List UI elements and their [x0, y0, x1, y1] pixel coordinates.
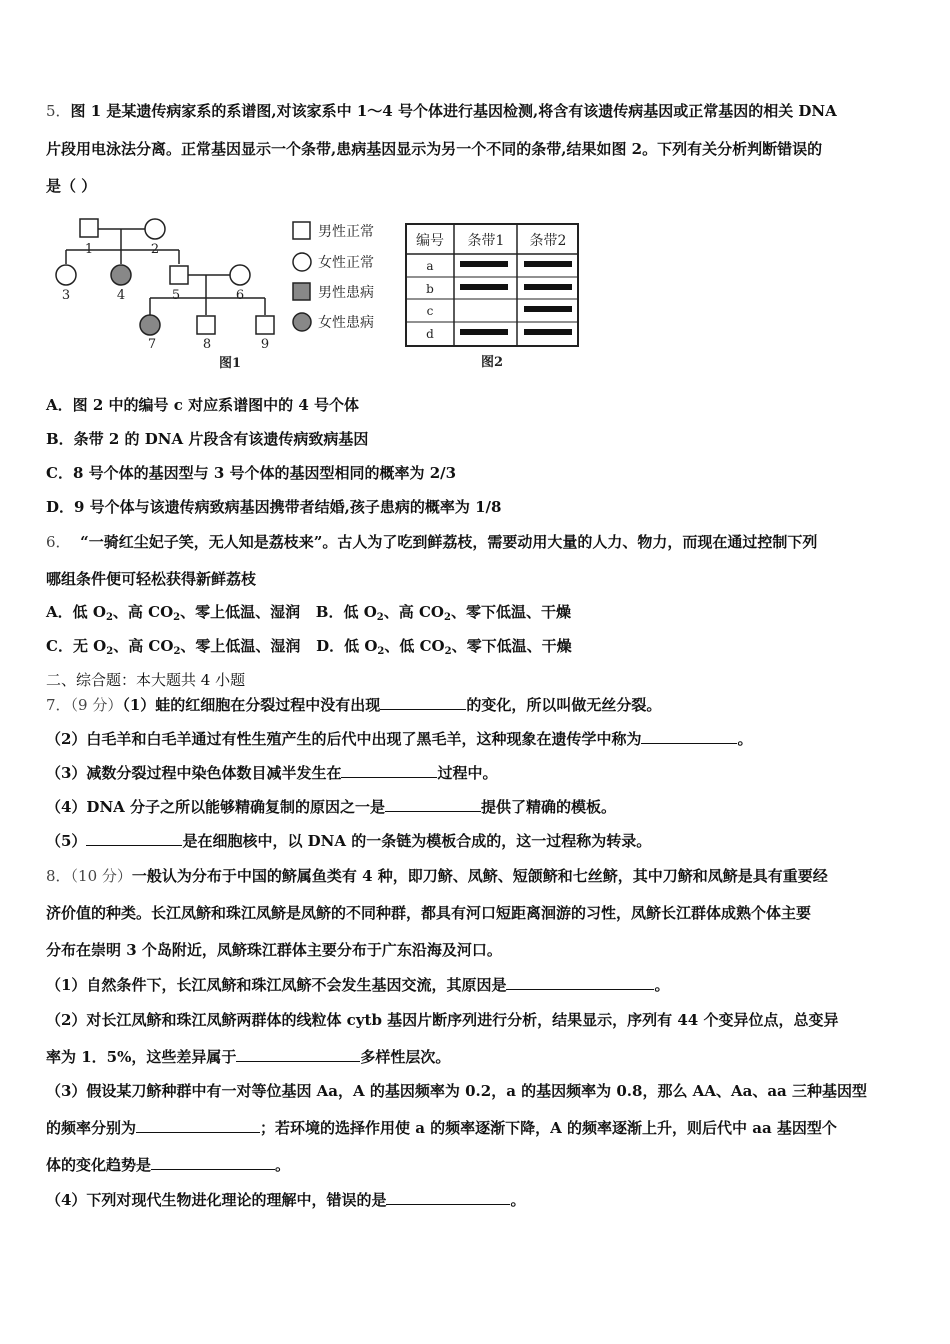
individual-5: [170, 266, 188, 284]
legend-female-affected: 女性患病: [318, 315, 374, 331]
q7-part3: （3）减数分裂过程中染色体数目减半发生在 过程中。: [46, 764, 498, 782]
q5-option-d: D．9 号个体与该遗传病致病基因携带者结婚,孩子患病的概率为 1/8: [46, 498, 502, 516]
table-header-band2: 条带2: [529, 233, 567, 249]
q6-stem-line2: 哪组条件便可轻松获得新鲜荔枝: [46, 570, 257, 588]
q6-stem-text1: “一骑红尘妃子笑，无人知是荔枝来”。古人为了吃到鲜荔枝，需要动用大量的人力、物力，而现在通过控制下列: [80, 533, 818, 551]
q6-number: 6．: [46, 533, 71, 551]
q7-blank-4[interactable]: [385, 797, 481, 812]
individual-6: [230, 265, 250, 285]
individual-3: [56, 265, 76, 285]
q5-number: 5．: [46, 102, 71, 120]
q8-stem-line2: 济价值的种类。长江凤鲚和珠江凤鲚是凤鲚的不同种群，都具有河口短距离洄游的习性，凤鲚长江群体成熟个体主要: [46, 904, 812, 922]
band-b-band2: [524, 284, 572, 290]
q5-stem-text1: 图 1 是某遗传病家系的系谱图,对该家系中 1～4 号个体进行基因检测,将含有该遗传病基因或正常基因的相关 DNA: [70, 102, 837, 120]
label-9: 9: [260, 337, 270, 352]
q8-stem-line3: 分布在崇明 3 个岛附近，凤鲚珠江群体主要分布于广东沿海及河口。: [46, 941, 502, 959]
legend-male-normal-symbol: [293, 222, 310, 239]
q7-part2: （2）白毛羊和白毛羊通过有性生殖产生的后代中出现了黑毛羊，这种现象在遗传学中称为 。: [46, 730, 753, 748]
q5-stem-line1: [46, 101, 837, 121]
q8-blank-1[interactable]: [506, 975, 654, 990]
q5-stem-line3: 是（ ）: [46, 177, 97, 195]
label-2: 2: [150, 242, 160, 257]
band-c-band2: [524, 306, 572, 312]
q7-blank-3[interactable]: [341, 763, 437, 778]
label-5: 5: [171, 288, 181, 303]
q7-blank-5[interactable]: [86, 831, 182, 846]
individual-1: [80, 219, 98, 237]
legend-male-normal: 男性正常: [318, 224, 374, 240]
q8-blank-3[interactable]: [136, 1118, 260, 1133]
fig2-caption: 图2: [480, 355, 504, 370]
label-4: 4: [116, 288, 126, 303]
legend-female-normal: 女性正常: [318, 255, 374, 271]
label-6: 6: [235, 288, 245, 303]
table-header-id: 编号: [416, 233, 444, 249]
label-8: 8: [202, 337, 212, 352]
q6-option-a: A．低 $O_2$、高 $CO_2$、零上低温、湿润: [46, 603, 301, 623]
q6-option-c: C．无 $O_2$、高 $CO_2$、零上低温、湿润: [46, 637, 301, 657]
legend-male-affected-symbol: [293, 283, 310, 300]
individual-2: [145, 219, 165, 239]
q7-blank-2[interactable]: [641, 729, 737, 744]
section-title: 二、综合题：本大题共 4 小题: [46, 671, 246, 689]
q7-blank-1[interactable]: [380, 695, 466, 710]
row-label-d: d: [426, 327, 434, 341]
q7-number: 7．: [46, 696, 71, 714]
q6-stem-line1: [46, 532, 817, 552]
q5-stem-line2: 片段用电泳法分离。正常基因显示一个条带,患病基因显示为另一个不同的条带,结果如图 2。下列有关分析判断错误的: [46, 140, 823, 158]
band-a-band1: [460, 261, 508, 267]
individual-4: [111, 265, 131, 285]
table-header-band1: 条带1: [467, 233, 505, 249]
individual-8: [197, 316, 215, 334]
band-table-figure: [400, 218, 584, 370]
q6-options-row1: [46, 602, 571, 628]
q8-blank-5[interactable]: [386, 1190, 510, 1205]
q8-part2-line1: （2）对长江凤鲚和珠江凤鲚两群体的线粒体 cytb 基因片断序列进行分析，结果显示，序列有 44 个变异位点，总变异: [46, 1011, 839, 1029]
row-label-a: a: [426, 259, 434, 273]
q5-option-b: B．条带 2 的 DNA 片段含有该遗传病致病基因: [46, 430, 369, 448]
q6-option-b: B．低 $O_2$、高 $CO_2$、零下低温、干燥: [315, 603, 571, 623]
label-3: 3: [61, 288, 71, 303]
band-a-band2: [524, 261, 572, 267]
row-label-c: c: [426, 304, 434, 318]
q5-option-a: A．图 2 中的编号 c 对应系谱图中的 4 号个体: [46, 396, 359, 414]
fig1-caption: 图1: [218, 356, 242, 371]
q5-option-c: C．8 号个体的基因型与 3 号个体的基因型相同的概率为 2/3: [46, 464, 457, 482]
pedigree-figure: [50, 212, 400, 374]
q8-part3-line2: 的频率分别为 ；若环境的选择作用使 a 的频率逐渐下降，A 的频率逐渐上升，则后代中 aa 基因型个: [46, 1119, 837, 1137]
q7-points: （9 分）: [70, 696, 123, 714]
q6-options-row2: [46, 636, 572, 662]
q8-stem-line1: 8．（10 分）一般认为分布于中国的鲚属鱼类有 4 种，即刀鲚、凤鲚、短颌鲚和七丝鲚，其中刀鲚和凤鲚是具有重要经: [46, 867, 828, 885]
label-1: 1: [84, 242, 94, 257]
band-d-band1: [460, 329, 508, 335]
individual-7: [140, 315, 160, 335]
band-b-band1: [460, 284, 508, 290]
row-label-b: b: [426, 282, 434, 296]
q8-part2-line2: 率为 1．5%，这些差异属于 多样性层次。: [46, 1048, 451, 1066]
q7-part4: （4）DNA 分子之所以能够精确复制的原因之一是 提供了精确的模板。: [46, 798, 617, 816]
legend-female-normal-symbol: [293, 253, 311, 271]
band-d-band2: [524, 329, 572, 335]
q8-part3-line3: 体的变化趋势是 。: [46, 1156, 291, 1174]
q8-blank-2[interactable]: [236, 1047, 360, 1062]
legend-male-affected: 男性患病: [318, 285, 374, 301]
q6-option-d: D．低 $O_2$、低 $CO_2$、零下低温、干燥: [316, 637, 572, 657]
q8-part3-line1: （3）假设某刀鲚种群中有一对等位基因 Aa，A 的基因频率为 0.2，a 的基因频率为 0.8，那么 AA、Aa、aa 三种基因型: [46, 1082, 867, 1100]
legend-female-affected-symbol: [293, 313, 311, 331]
q8-part4: （4）下列对现代生物进化理论的理解中，错误的是 。: [46, 1191, 526, 1209]
q7-part5: （5） 是在细胞核中，以 DNA 的一条链为模板合成的，这一过程称为转录。: [46, 832, 652, 850]
individual-9: [256, 316, 274, 334]
label-7: 7: [147, 337, 157, 352]
q8-blank-4[interactable]: [151, 1155, 275, 1170]
q7-part1: 7．（9 分）（1）蛙的红细胞在分裂过程中没有出现 的变化，所以叫做无丝分裂。: [46, 696, 662, 714]
q8-number: 8．: [46, 867, 71, 885]
q8-part1: （1）自然条件下，长江凤鲚和珠江凤鲚不会发生基因交流，其原因是 。: [46, 976, 670, 994]
q8-points: （10 分）: [70, 867, 132, 885]
